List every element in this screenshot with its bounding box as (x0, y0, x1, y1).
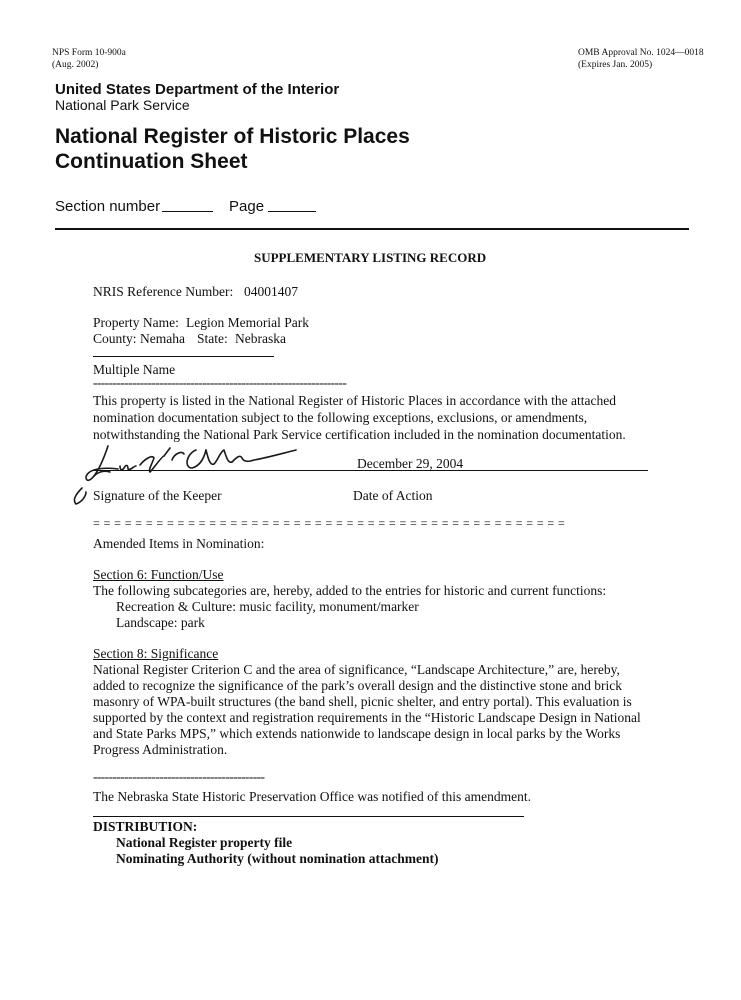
section-6-item-1: Recreation & Culture: music facility, monument/marker (116, 599, 419, 614)
section-6-heading: Section 6: Function/Use (93, 567, 224, 582)
section-8-line-5: and State Parks MPS,” which extends nationwide to landscape design in local parks by the Works (93, 726, 621, 741)
notice-text: The Nebraska State Historic Preservation Office was notified of this amendment. (93, 789, 531, 804)
statement-line-2: nomination documentation subject to the following exceptions, exclusions, or amendments, (93, 410, 588, 425)
section-8-line-2: added to recognize the significance of the park’s overall design and the distinctive stone and brick (93, 678, 622, 693)
page-title-line1: National Register of Historic Places (55, 125, 410, 148)
record-heading: SUPPLEMENTARY LISTING RECORD (254, 250, 487, 265)
section-number-field (162, 211, 213, 212)
equals-divider: = = = = = = = = = = = = = = = = = = = = = = = = = = = = = = = = = = = = = = = = = = = = = (93, 516, 566, 530)
section-number-label: Section number (55, 198, 161, 215)
statement-line-1: This property is listed in the National Register of Historic Places in accordance with the attached (93, 393, 616, 408)
section-6-intro: The following subcategories are, hereby, added to the entries for historic and current functions: (93, 583, 607, 598)
state-value: Nebraska (235, 331, 286, 346)
section-6-item-2: Landscape: park (116, 615, 205, 630)
date-of-action-label: Date of Action (353, 488, 433, 503)
distribution-item-2: Nominating Authority (without nomination attachment) (116, 851, 439, 866)
distribution-item-1: National Register property file (116, 835, 293, 850)
county-value: Nemaha (140, 331, 185, 346)
multiple-name-rule (93, 356, 274, 357)
multiple-name-label: Multiple Name (93, 362, 176, 377)
nris-value: 04001407 (244, 284, 298, 299)
action-date: December 29, 2004 (357, 456, 464, 471)
state-label: State: (197, 331, 228, 346)
omb-approval: OMB Approval No. 1024—0018 (578, 48, 704, 58)
distribution-heading: DISTRIBUTION: (93, 819, 198, 834)
omb-expires: (Expires Jan. 2005) (578, 60, 653, 70)
property-label: Property Name: (93, 315, 179, 330)
section-8-heading: Section 8: Significance (93, 646, 219, 661)
service-name: National Park Service (55, 97, 190, 113)
property-value: Legion Memorial Park (186, 315, 309, 330)
nris-label: NRIS Reference Number: (93, 284, 234, 299)
page-label: Page (229, 198, 265, 215)
form-number: NPS Form 10-900a (52, 48, 126, 58)
amended-items-label: Amended Items in Nomination: (93, 536, 265, 551)
notice-dash-divider: -------------------------------------------- (93, 769, 265, 784)
section-8-line-6: Progress Administration. (93, 742, 228, 757)
section-8-line-4: supported by the context and registration requirements in the “Historic Landscape Design in National (93, 710, 641, 725)
county-label: County: (93, 331, 137, 346)
section-8-line-1: National Register Criterion C and the area of significance, “Landscape Architecture,” are, hereby, (93, 662, 620, 677)
distribution-rule (93, 816, 524, 817)
signature-label: Signature of the Keeper (93, 488, 222, 503)
form-date: (Aug. 2002) (52, 60, 99, 70)
section-8-line-3: masonry of WPA-built structures (the band shell, picnic shelter, and entry portal). This evaluation is (93, 694, 632, 709)
header-divider (55, 228, 689, 230)
page-field (268, 211, 316, 212)
statement-line-3: notwithstanding the National Park Service certification included in the nomination documentation. (93, 427, 626, 442)
page-title-line2: Continuation Sheet (55, 150, 248, 173)
dash-divider: ----------------------------------------------------------------- (93, 375, 347, 390)
department-name: United States Department of the Interior (55, 81, 340, 98)
